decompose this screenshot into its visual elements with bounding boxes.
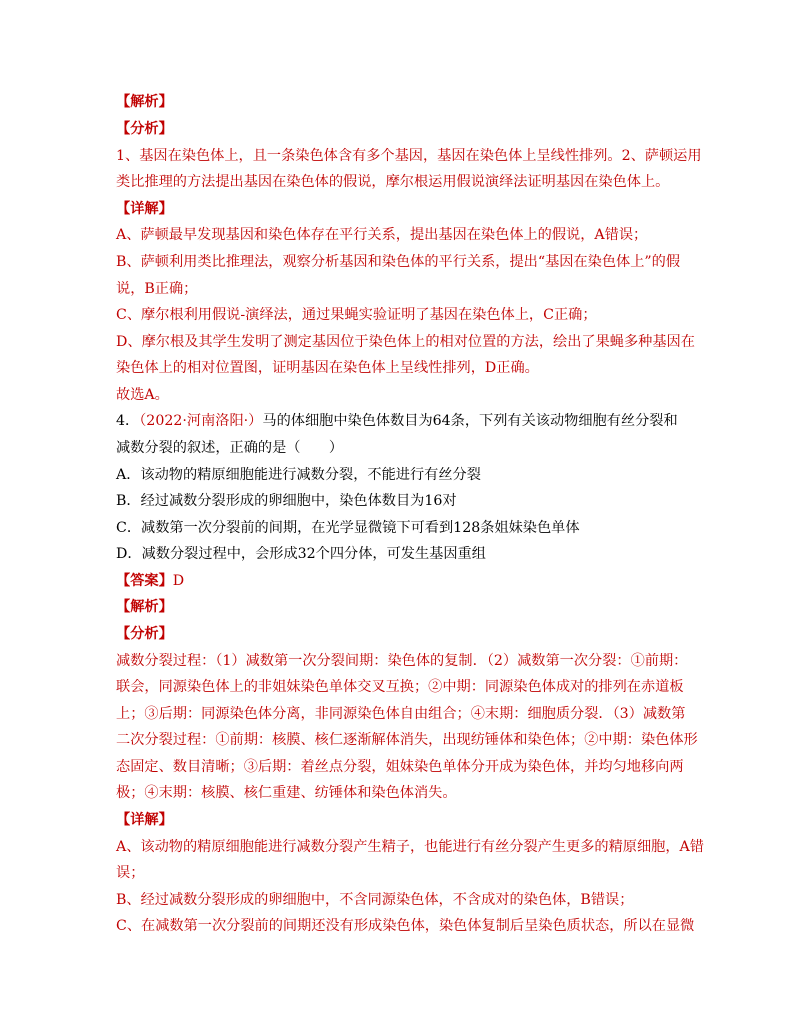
analysis-line: 减数分裂过程：（1）减数第一次分裂间期：染色体的复制．（2）减数第一次分裂：①前期：	[116, 653, 688, 669]
question-source: （2022·河南洛阳·）	[139, 413, 263, 429]
detail-line: B、萨顿利用类比推理法，观察分析基因和染色体的平行关系，提出“基因在染色体上”的假	[116, 254, 681, 270]
jiexi-heading: 【解析】	[116, 599, 173, 615]
question-stem-line2: 减数分裂的叙述，正确的是（ ）	[116, 440, 344, 456]
xiangjie-heading: 【详解】	[116, 201, 173, 217]
detail-line: A、该动物的精原细胞能进行减数分裂产生精子，也能进行有丝分裂产生更多的精原细胞，A错	[116, 839, 704, 855]
answer-row	[116, 571, 184, 591]
detail-line: 染色体上的相对位置图，证明基因在染色体上呈线性排列，D正确。	[116, 360, 539, 376]
detail-line: 说，B正确；	[116, 281, 198, 297]
analysis-line: 二次分裂过程：①前期：核膜、核仁逐渐解体消失，出现纺锤体和染色体；②中期：染色体形	[116, 732, 698, 748]
conclusion-line: 故选A。	[116, 387, 169, 403]
answer-value: D	[172, 573, 185, 589]
question-stem-text: 马的体细胞中染色体数目为64条，下列有关该动物细胞有丝分裂和	[262, 413, 678, 429]
analysis-line: 极；④末期：核膜、核仁重建、纺锤体和染色体消失。	[116, 785, 457, 801]
jiexi-heading: 【解析】	[116, 94, 173, 110]
detail-line: D、摩尔根及其学生发明了测定基因位于染色体上的相对位置的方法，绘出了果蝇多种基因在	[116, 334, 695, 350]
option-d: D．减数分裂过程中，会形成32个四分体，可发生基因重组	[116, 546, 486, 562]
detail-line: C、在减数第一次分裂前的间期还没有形成染色体，染色体复制后呈染色质状态，所以在显微	[116, 918, 695, 934]
option-b: B．经过减数分裂形成的卵细胞中，染色体数目为16对	[116, 493, 457, 509]
analysis-line: 1、基因在染色体上，且一条染色体含有多个基因，基因在染色体上呈线性排列。2、萨顿运用	[116, 148, 702, 164]
fenxi-heading: 【分析】	[116, 121, 173, 137]
detail-line: A、萨顿最早发现基因和染色体存在平行关系，提出基因在染色体上的假说，A错误；	[116, 227, 648, 243]
detail-line: 误；	[116, 865, 145, 881]
analysis-line: 态固定、数目清晰；③后期：着丝点分裂，姐妹染色单体分开成为染色体，并均匀地移向两	[116, 759, 684, 775]
option-c: C．减数第一次分裂前的间期，在光学显微镜下可看到128条姐妹染色单体	[116, 520, 580, 536]
question-number: 4．	[116, 413, 140, 429]
fenxi-heading: 【分析】	[116, 626, 173, 642]
option-a: A．该动物的精原细胞能进行减数分裂，不能进行有丝分裂	[116, 467, 481, 483]
xiangjie-heading: 【详解】	[116, 812, 173, 828]
analysis-line: 类比推理的方法提出基因在染色体的假说，摩尔根运用假说演绎法证明基因在染色体上。	[116, 174, 670, 190]
question-stem	[116, 411, 678, 431]
analysis-line: 联会，同源染色体上的非姐妹染色单体交叉互换；②中期：同源染色体成对的排列在赤道板	[116, 679, 684, 695]
detail-line: B、经过减数分裂形成的卵细胞中，不含同源染色体，不含成对的染色体，B错误；	[116, 892, 634, 908]
analysis-line: 上；③后期：同源染色体分离，非同源染色体自由组合；④末期：细胞质分裂．（3）减数第	[116, 706, 686, 722]
detail-line: C、摩尔根利用假说-演绎法，通过果蝇实验证明了基因在染色体上，C正确；	[116, 307, 597, 323]
answer-label: 【答案】	[116, 573, 173, 589]
